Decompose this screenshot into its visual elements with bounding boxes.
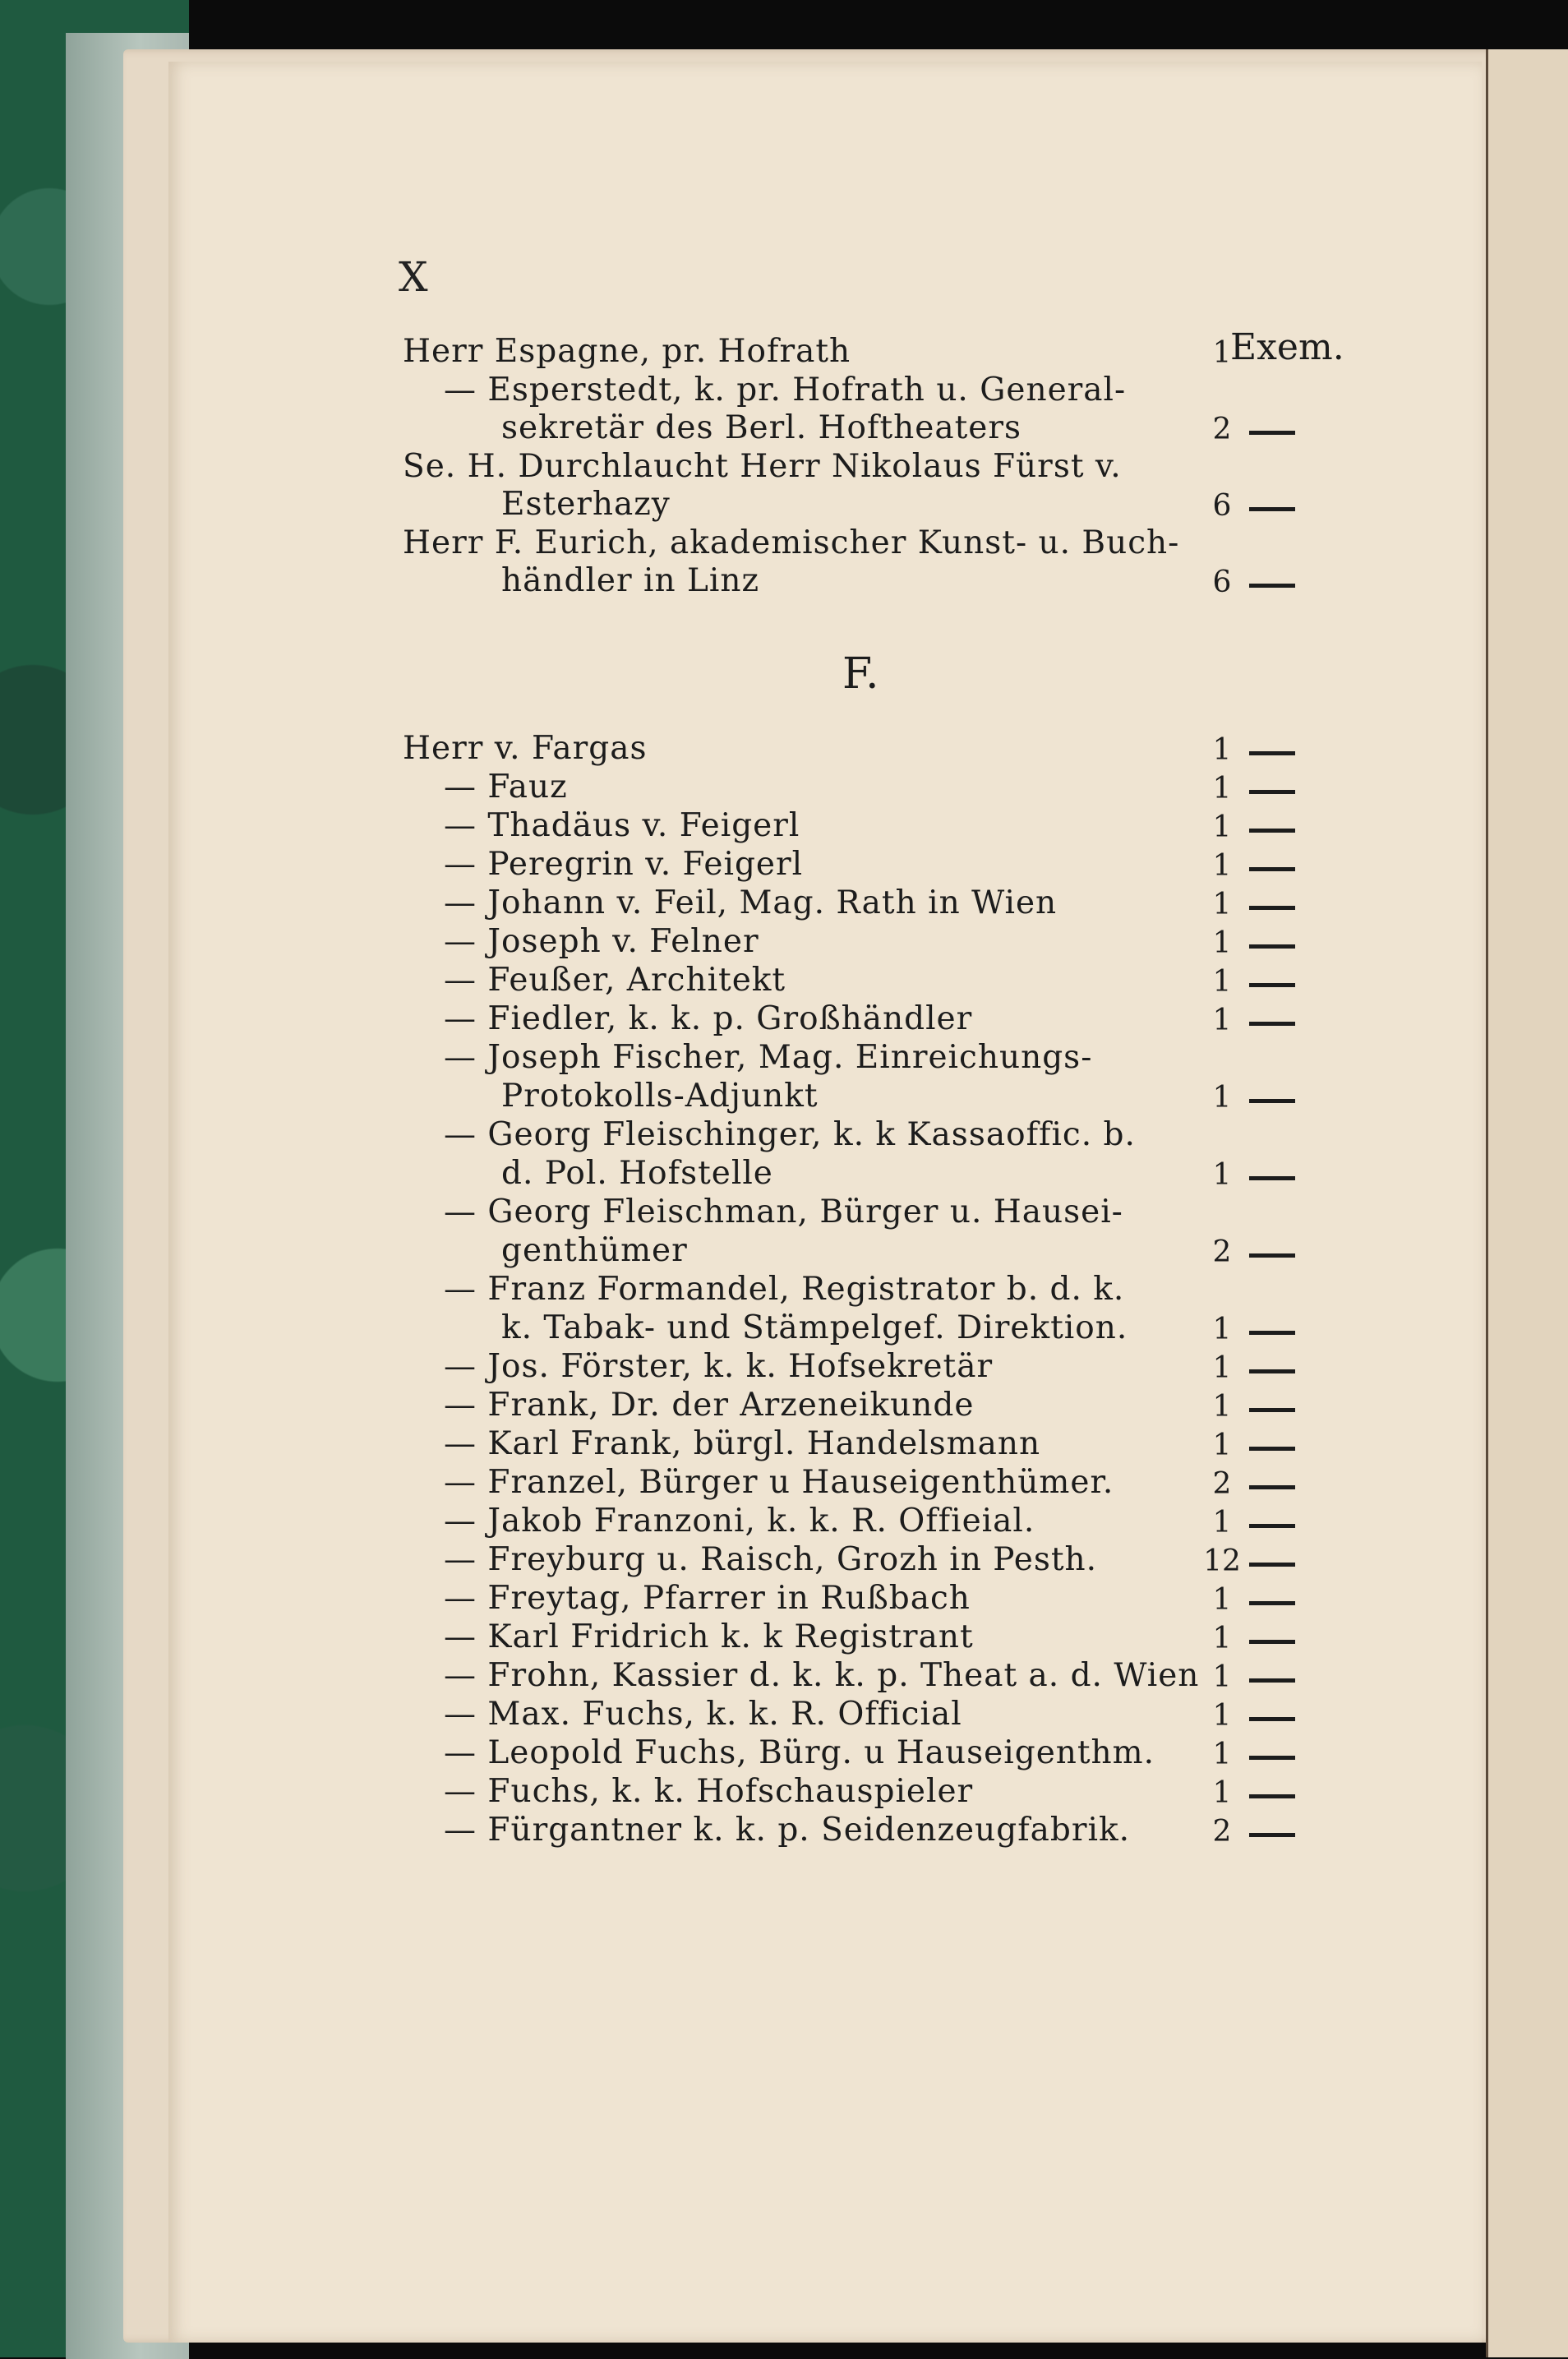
copy-count: 1 [1212, 1158, 1232, 1192]
copy-count: 1 [1212, 849, 1232, 883]
entry-line: — Freyburg u. Raisch, Grozh in Pesth. [444, 1541, 1098, 1578]
entry-line-continued: k. Tabak- und Stämpelgef. Direktion. [501, 1309, 1128, 1346]
ditto-dash [1249, 1099, 1295, 1103]
copy-count: 1 [1212, 1004, 1232, 1037]
ditto-dash [1249, 1601, 1295, 1605]
entry-line: Herr F. Eurich, akademischer Kunst- u. Buch- [403, 524, 1180, 561]
copy-count: 1 [1212, 772, 1232, 806]
copy-count: 2 [1212, 1235, 1232, 1269]
section-letter: F. [842, 649, 879, 699]
entry-line: — Frohn, Kassier d. k. k. p. Theat a. d. Wien [444, 1657, 1200, 1694]
ditto-dash [1249, 1253, 1295, 1258]
entry-line: — Feußer, Architekt [444, 962, 786, 999]
ditto-dash [1249, 751, 1295, 755]
ditto-dash [1249, 867, 1295, 871]
entry-line: Herr v. Fargas [403, 730, 648, 767]
ditto-dash [1249, 431, 1295, 435]
ditto-dash [1249, 1833, 1295, 1837]
entry-line: — Karl Fridrich k. k Registrant [444, 1618, 974, 1655]
copy-count: 1 [1212, 926, 1232, 960]
entry-line: — Franzel, Bürger u Hauseigenthümer. [444, 1464, 1114, 1501]
entry-line: — Peregrin v. Feigerl [444, 846, 804, 883]
copy-count: 2 [1212, 1815, 1232, 1849]
page-number: X [399, 253, 428, 301]
copy-count: 1 [1212, 336, 1232, 370]
copy-count: 1 [1212, 1738, 1232, 1771]
ditto-dash [1249, 584, 1295, 588]
ditto-dash [1249, 507, 1295, 511]
ditto-dash [1249, 944, 1295, 949]
entry-line-continued: sekretär des Berl. Hoftheaters [501, 409, 1022, 446]
copy-count: 1 [1212, 1429, 1232, 1462]
ditto-dash [1249, 1794, 1295, 1798]
copy-count: 2 [1212, 1467, 1232, 1501]
entry-line: — Leopold Fuchs, Bürg. u Hauseigenthm. [444, 1734, 1155, 1771]
copy-count: 1 [1212, 1351, 1232, 1385]
entry-line: — Johann v. Feil, Mag. Rath in Wien [444, 884, 1058, 921]
entry-line: — Frank, Dr. der Arzeneikunde [444, 1387, 975, 1424]
entry-line: Herr Espagne, pr. Hofrath [403, 333, 851, 370]
entry-line-continued: Esterhazy [501, 486, 671, 523]
ditto-dash [1249, 790, 1295, 794]
ditto-dash [1249, 983, 1295, 987]
entry-line-continued: genthümer [501, 1232, 688, 1269]
ditto-dash [1249, 1678, 1295, 1683]
ditto-dash [1249, 1524, 1295, 1528]
entry-line: — Joseph Fischer, Mag. Einreichungs- [444, 1039, 1093, 1076]
ditto-dash [1249, 1331, 1295, 1335]
entry-line: — Fürgantner k. k. p. Seidenzeugfabrik. [444, 1812, 1131, 1849]
copy-count: 2 [1212, 413, 1232, 446]
copy-count: 1 [1212, 965, 1232, 999]
ditto-dash [1249, 1563, 1295, 1567]
entry-line: — Freytag, Pfarrer in Rußbach [444, 1580, 971, 1617]
copy-count: 1 [1212, 810, 1232, 844]
entry-line: — Jakob Franzoni, k. k. R. Offieial. [444, 1503, 1035, 1540]
copy-count: 1 [1212, 888, 1232, 921]
entry-line: Se. H. Durchlaucht Herr Nikolaus Fürst v. [403, 447, 1122, 485]
ditto-dash [1249, 1717, 1295, 1721]
entry-line: — Jos. Förster, k. k. Hofsekretär [444, 1348, 994, 1385]
copy-count: 1 [1212, 1081, 1232, 1115]
entry-line-continued: d. Pol. Hofstelle [501, 1155, 773, 1192]
copy-count: 1 [1212, 1660, 1232, 1694]
ditto-dash [1249, 1447, 1295, 1451]
entry-line: — Franz Formandel, Registrator b. d. k. [444, 1271, 1125, 1308]
entry-line-continued: Protokolls-Adjunkt [501, 1078, 819, 1115]
entry-line: — Georg Fleischinger, k. k Kassaoffic. b. [444, 1116, 1136, 1153]
entry-line: — Joseph v. Felner [444, 923, 759, 960]
copy-count: 6 [1212, 566, 1232, 599]
copy-count: 1 [1212, 1699, 1232, 1733]
entry-line: — Fiedler, k. k. p. Großhändler [444, 1000, 973, 1037]
entry-line: — Fauz [444, 769, 568, 806]
ditto-dash [1249, 1408, 1295, 1412]
copy-count: 1 [1212, 1506, 1232, 1540]
ditto-dash [1249, 1756, 1295, 1760]
entry-line: — Esperstedt, k. pr. Hofrath u. General- [444, 371, 1127, 409]
exemplar-label: Exem. [1230, 326, 1344, 368]
copy-count: 1 [1212, 733, 1232, 767]
copy-count: 1 [1212, 1776, 1232, 1810]
copy-count: 1 [1212, 1583, 1232, 1617]
ditto-dash [1249, 1022, 1295, 1026]
copy-count: 1 [1212, 1622, 1232, 1655]
entry-line: — Fuchs, k. k. Hofschauspieler [444, 1773, 974, 1810]
entry-line-continued: händler in Linz [501, 562, 760, 599]
ditto-dash [1249, 906, 1295, 910]
copy-count: 1 [1212, 1390, 1232, 1424]
ditto-dash [1249, 1485, 1295, 1489]
copy-count: 6 [1212, 489, 1232, 523]
entry-line: — Max. Fuchs, k. k. R. Official [444, 1696, 962, 1733]
entry-line: — Karl Frank, bürgl. Handelsmann [444, 1425, 1041, 1462]
ditto-dash [1249, 829, 1295, 833]
ditto-dash [1249, 1369, 1295, 1373]
facing-page-edge [1486, 49, 1568, 2357]
ditto-dash [1249, 1176, 1295, 1180]
entry-line: — Georg Fleischman, Bürger u. Hausei- [444, 1193, 1123, 1230]
copy-count: 12 [1203, 1544, 1241, 1578]
entry-line: — Thadäus v. Feigerl [444, 807, 800, 844]
ditto-dash [1249, 1640, 1295, 1644]
copy-count: 1 [1212, 1313, 1232, 1346]
